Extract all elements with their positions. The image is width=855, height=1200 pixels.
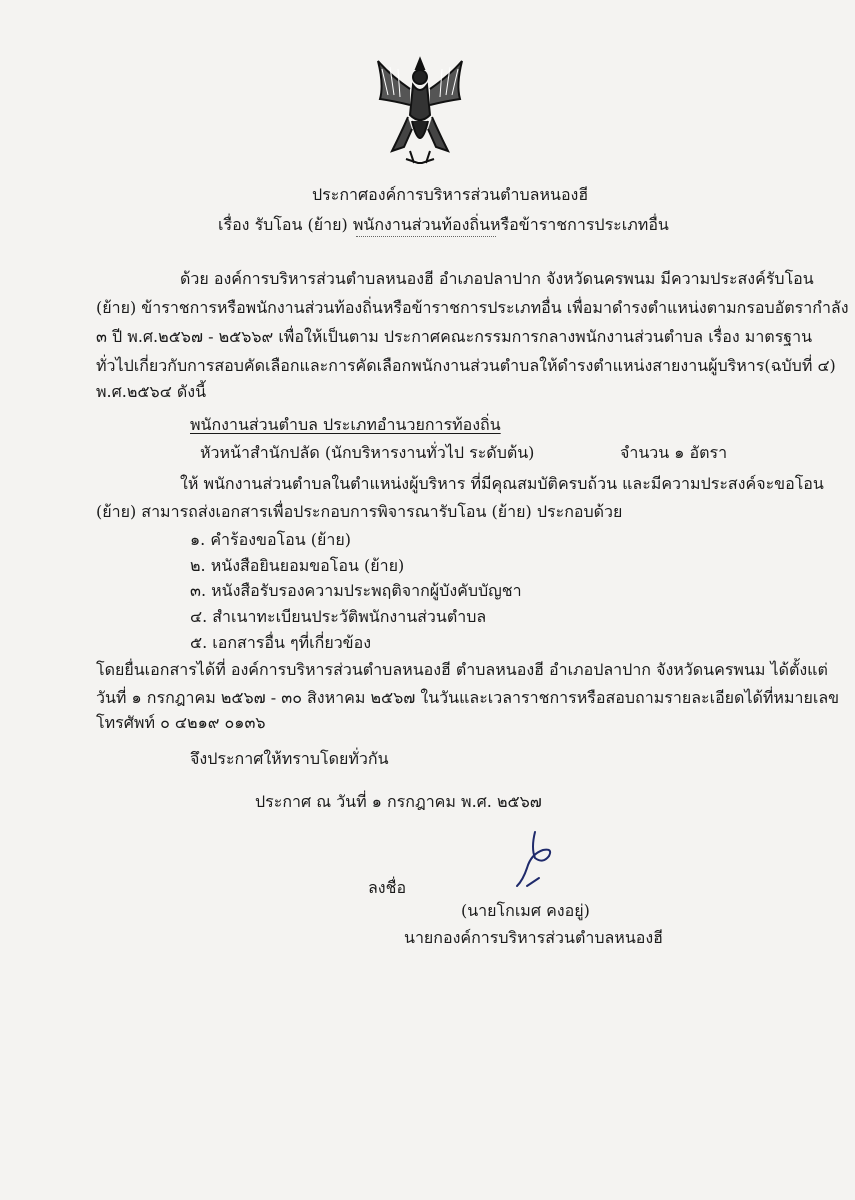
closing-statement: จึงประกาศให้ทราบโดยทั่วกัน xyxy=(190,749,389,768)
para2-line-2: (ย้าย) สามารถส่งเอกสารเพื่อประกอบการพิจารณารับโอน (ย้าย) ประกอบด้วย xyxy=(96,502,623,521)
signature-label: ลงชื่อ xyxy=(368,878,407,897)
title-divider xyxy=(356,236,496,237)
position-heading: พนักงานส่วนตำบล ประเภทอำนวยการท้องถิ่น xyxy=(190,415,501,434)
position-count: จำนวน ๑ อัตรา xyxy=(620,443,728,462)
signatory-name: (นายโกเมศ คงอยู่) xyxy=(461,901,590,920)
para2-line-1: ให้ พนักงานส่วนตำบลในตำแหน่งผู้บริหาร ที่มีคุณสมบัติครบถ้วน และมีความประสงค์จะขอโอน xyxy=(180,474,824,493)
para1-line-5: พ.ศ.๒๕๖๔ ดังนี้ xyxy=(96,382,207,401)
para3-line-2: วันที่ ๑ กรกฎาคม ๒๕๖๗ - ๓๐ สิงหาคม ๒๕๖๗ ในวันและเวลาราชการหรือสอบถามรายละเอียดได้ที่หมายเลข xyxy=(96,688,840,707)
para1-line-1: ด้วย องค์การบริหารส่วนตำบลหนองฮี อำเภอปลาปาก จังหวัดนครพนม มีความประสงค์รับโอน xyxy=(180,269,814,288)
handwritten-signature xyxy=(505,828,565,893)
para1-line-3: ๓ ปี พ.ศ.๒๕๖๗ - ๒๕๖๖๙ เพื่อให้เป็นตาม ประกาศคณะกรรมการกลางพนักงานส่วนตำบล เรื่อง มาตรฐาน xyxy=(96,327,813,346)
document-item-4: ๔. สำเนาทะเบียนประวัติพนักงานส่วนตำบล xyxy=(190,607,487,626)
garuda-emblem-icon xyxy=(370,55,470,167)
para3-line-3: โทรศัพท์ ๐ ๔๒๑๙ ๐๑๓๖ xyxy=(96,713,266,732)
announcement-subject: เรื่อง รับโอน (ย้าย) พนักงานส่วนท้องถิ่นหรือข้าราชการประเภทอื่น xyxy=(218,215,669,234)
announcement-org-title: ประกาศองค์การบริหารส่วนตำบลหนองฮี xyxy=(312,185,589,204)
document-item-5: ๕. เอกสารอื่น ๆที่เกี่ยวข้อง xyxy=(190,633,372,652)
para1-line-4: ทั่วไปเกี่ยวกับการสอบคัดเลือกและการคัดเลือกพนักงานส่วนตำบลให้ดำรงตำแหน่งสายงานผู้บริหาร(ฉบับที่ ๔) xyxy=(96,356,836,375)
document-item-2: ๒. หนังสือยินยอมขอโอน (ย้าย) xyxy=(190,556,405,575)
position-title: หัวหน้าสำนักปลัด (นักบริหารงานทั่วไป ระดับต้น) xyxy=(200,443,535,462)
announcement-date: ประกาศ ณ วันที่ ๑ กรกฎาคม พ.ศ. ๒๕๖๗ xyxy=(255,792,542,811)
document-item-3: ๓. หนังสือรับรองความประพฤติจากผู้บังคับบัญชา xyxy=(190,581,522,600)
signatory-title: นายกองค์การบริหารส่วนตำบลหนองฮี xyxy=(404,928,663,947)
para1-line-2: (ย้าย) ข้าราชการหรือพนักงานส่วนท้องถิ่นหรือข้าราชการประเภทอื่น เพื่อมาดำรงตำแหน่งตามกรอบอัตรากำลัง xyxy=(96,298,849,317)
para3-line-1: โดยยื่นเอกสารได้ที่ องค์การบริหารส่วนตำบลหนองฮี ตำบลหนองฮี อำเภอปลาปาก จังหวัดนครพนม ได้ตั้งแต่ xyxy=(96,660,828,679)
document-item-1: ๑. คำร้องขอโอน (ย้าย) xyxy=(190,530,352,549)
